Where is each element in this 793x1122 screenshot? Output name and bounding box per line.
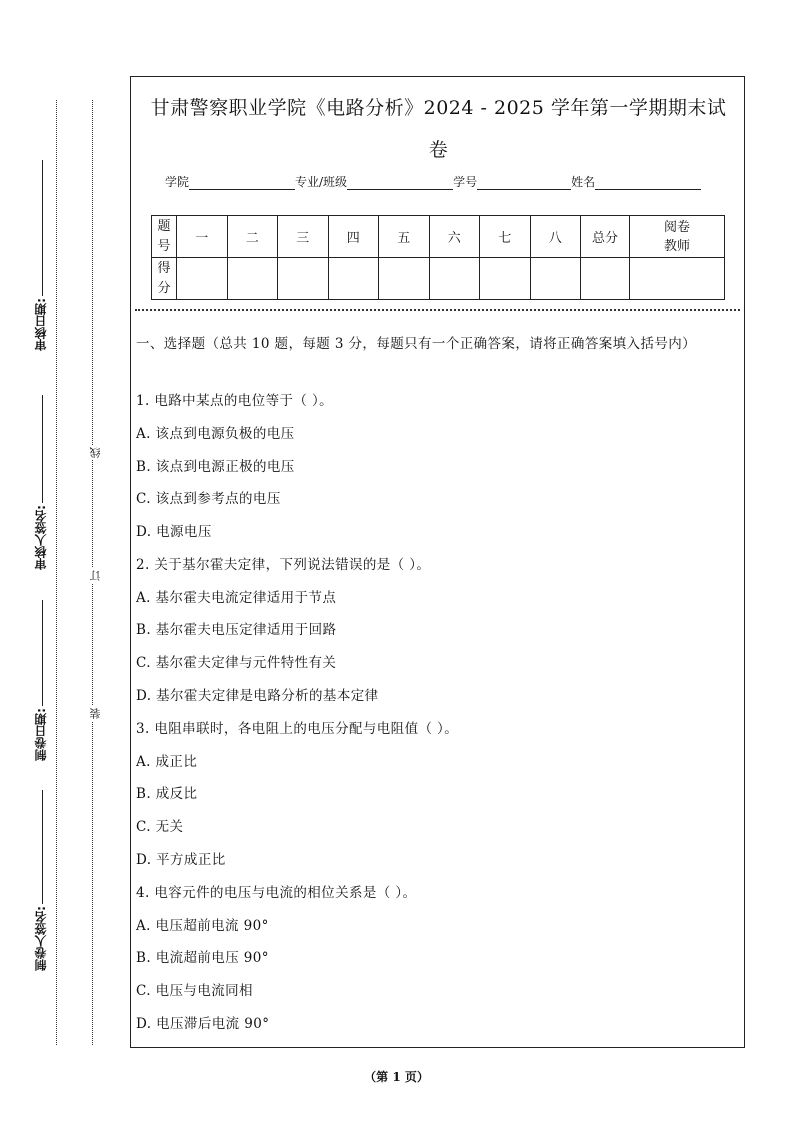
- binding-dotted-line-outer: [56, 100, 57, 1045]
- major-field[interactable]: [347, 175, 453, 190]
- score-table-score-row: [152, 258, 725, 300]
- q2-option-a: A. 基尔霍夫电流定律适用于节点: [136, 590, 337, 606]
- q2-option-c: C. 基尔霍夫定律与元件特性有关: [136, 655, 337, 671]
- q4-option-d: D. 电压滞后电流 90°: [136, 1016, 270, 1032]
- section1-heading: 一、选择题（总共 10 题，每题 3 分，每题只有一个正确答案，请将正确答案填入括号内）: [136, 336, 697, 352]
- q4-option-c: C. 电压与电流同相: [136, 983, 253, 999]
- binding-mark-bind: 订: [89, 570, 102, 581]
- score-cell-1[interactable]: [177, 258, 228, 300]
- col-total: 总分: [581, 216, 630, 258]
- binding-mark-line: 线: [89, 447, 102, 458]
- college-label: 学院: [165, 175, 190, 189]
- exam-frame: [130, 76, 745, 1048]
- score-table-header-row: [152, 216, 725, 258]
- col-7: 七: [480, 216, 531, 258]
- score-table: [151, 215, 725, 300]
- exam-title: [131, 87, 746, 171]
- score-cell-4[interactable]: [328, 258, 379, 300]
- q3-stem: 3. 电阻串联时，各电阻上的电压分配与电阻值（ ）。: [136, 721, 459, 737]
- q1-option-b: B. 该点到电源正极的电压: [136, 459, 295, 475]
- score-cell-grader[interactable]: [630, 258, 725, 300]
- binding-mark-install: 装: [89, 708, 102, 719]
- col-4: 四: [328, 216, 379, 258]
- review-date-field[interactable]: [42, 160, 43, 296]
- col-1: 一: [177, 216, 228, 258]
- maker-sign-label: 制卷人签名:: [34, 906, 48, 971]
- score-cell-7[interactable]: [480, 258, 531, 300]
- q1-option-d: D. 电源电压: [136, 524, 212, 540]
- q1-stem: 1. 电路中某点的电位等于（ ）。: [136, 393, 334, 409]
- question-number-label: 题 号: [152, 216, 177, 258]
- student-id-field[interactable]: [477, 175, 571, 190]
- q4-option-b: B. 电流超前电压 90°: [136, 950, 269, 966]
- name-field[interactable]: [595, 175, 701, 190]
- col-5: 五: [379, 216, 430, 258]
- col-2: 二: [227, 216, 278, 258]
- maker-sign-field[interactable]: [42, 790, 43, 904]
- dotted-separator: [135, 309, 740, 311]
- score-cell-2[interactable]: [227, 258, 278, 300]
- col-6: 六: [429, 216, 480, 258]
- col-3: 三: [278, 216, 329, 258]
- q1-option-c: C. 该点到参考点的电压: [136, 491, 281, 507]
- reviewer-sign-field[interactable]: [42, 395, 43, 503]
- major-label: 专业/班级: [295, 175, 348, 189]
- q4-stem: 4. 电容元件的电压与电流的相位关系是（ ）。: [136, 885, 417, 901]
- score-cell-8[interactable]: [530, 258, 581, 300]
- col-8: 八: [530, 216, 581, 258]
- name-label: 姓名: [571, 175, 596, 189]
- q3-option-b: B. 成反比: [136, 786, 198, 802]
- student-id-label: 学号: [453, 175, 478, 189]
- q2-option-d: D. 基尔霍夫定律是电路分析的基本定律: [136, 688, 379, 704]
- col-grader: 阅卷 教师: [630, 216, 725, 258]
- exam-title-line1: 甘肃警察职业学院《电路分析》2024 - 2025 学年第一学期期末试: [150, 97, 727, 119]
- q3-option-c: C. 无关: [136, 819, 184, 835]
- exam-title-line2: 卷: [428, 139, 449, 161]
- student-info-row: [165, 173, 701, 190]
- make-date-label: 制卷日期:: [34, 708, 48, 761]
- page-number: （第 1 页）: [364, 1070, 429, 1084]
- q1-option-a: A. 该点到电源负极的电压: [136, 426, 295, 442]
- q4-option-a: A. 电压超前电流 90°: [136, 918, 269, 934]
- q2-stem: 2. 关于基尔霍夫定律，下列说法错误的是（ ）。: [136, 557, 431, 573]
- q3-option-a: A. 成正比: [136, 754, 198, 770]
- q2-option-b: B. 基尔霍夫电压定律适用于回路: [136, 622, 337, 638]
- score-label: 得 分: [152, 258, 177, 300]
- q3-option-d: D. 平方成正比: [136, 852, 226, 868]
- score-cell-total[interactable]: [581, 258, 630, 300]
- score-cell-3[interactable]: [278, 258, 329, 300]
- reviewer-sign-label: 审核人签名:: [34, 505, 48, 570]
- score-cell-5[interactable]: [379, 258, 430, 300]
- review-date-label: 审核日期:: [34, 298, 48, 351]
- make-date-field[interactable]: [42, 600, 43, 706]
- score-cell-6[interactable]: [429, 258, 480, 300]
- college-field[interactable]: [189, 175, 295, 190]
